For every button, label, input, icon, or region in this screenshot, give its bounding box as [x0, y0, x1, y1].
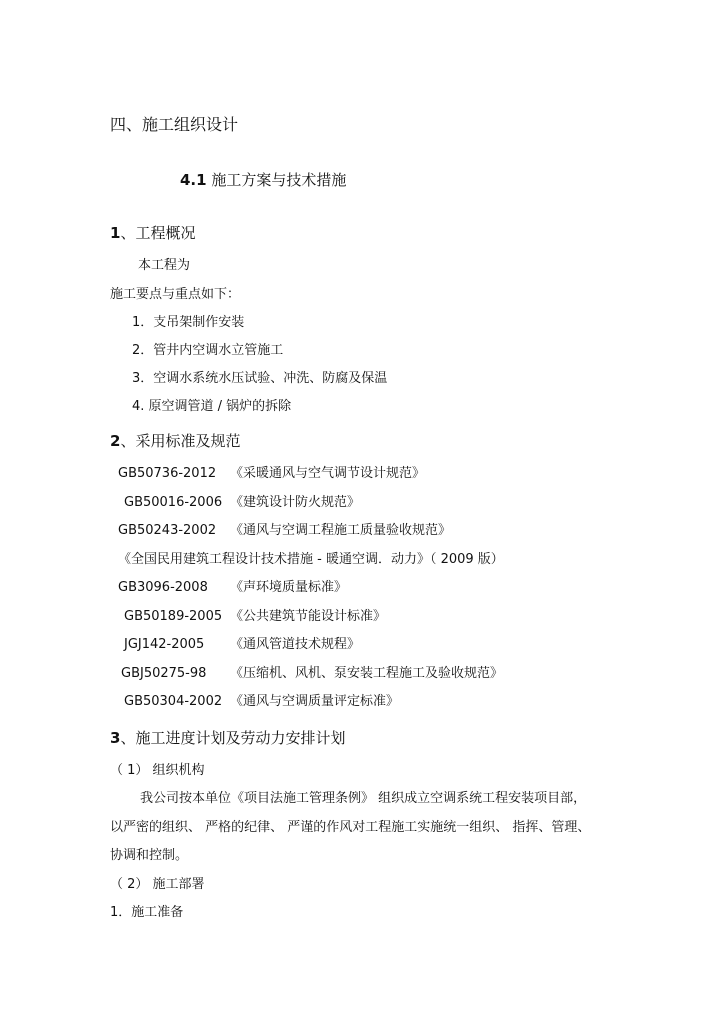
point-item: 4. 原空调管道 / 锅炉的拆除 [132, 399, 292, 414]
standard-row [118, 580, 347, 596]
standard-row [124, 694, 399, 710]
standard-name: 《采暖通风与空气调节设计规范》 [230, 466, 426, 481]
paragraph-line: 协调和控制。 [110, 848, 189, 863]
subheading-deployment: （ 2） 施工部署 [110, 877, 205, 892]
standard-code: GB50189-2005 [124, 609, 223, 624]
heading-2 [110, 431, 240, 451]
paragraph-line: 以严密的组织、 严格的纪律、 严谨的作风对工程施工实施统一组织、 指挥、管理、 [110, 820, 591, 835]
standard-code: GB50736-2012 [118, 466, 217, 481]
heading-1-number: 1 [110, 224, 121, 242]
standard-code: GB50304-2002 [124, 694, 223, 709]
standard-name: 《通风与空调工程施工质量验收规范》 [230, 523, 452, 538]
section-title: 施工方案与技术措施 [211, 171, 347, 189]
standard-code: GB3096-2008 [118, 580, 208, 595]
standard-row [124, 637, 360, 653]
standard-name: 《压缩机、风机、泵安装工程施工及验收规范》 [230, 666, 504, 681]
heading-2-title: 、采用标准及规范 [120, 432, 241, 450]
standard-code: JGJ142-2005 [124, 637, 205, 652]
point-item: 2．管井内空调水立管施工 [132, 343, 284, 358]
heading-1-title: 、工程概况 [120, 224, 196, 242]
heading-3 [110, 728, 345, 748]
points-lead: 施工要点与重点如下： [110, 287, 241, 302]
standard-code: GBJ50275-98 [121, 666, 207, 681]
standard-row [121, 666, 503, 682]
standard-name: 《通风与空调质量评定标准》 [230, 694, 400, 709]
heading-3-title: 、施工进度计划及劳动力安排计划 [120, 729, 346, 747]
list-item-preparation: 1．施工准备 [110, 905, 184, 920]
standard-name: 《声环境质量标准》 [230, 580, 348, 595]
section-heading [180, 170, 346, 190]
point-item: 1．支吊架制作安装 [132, 315, 245, 330]
project-intro: 本工程为 [138, 258, 191, 273]
standard-name: 《通风管道技术规程》 [230, 637, 361, 652]
standard-row [118, 552, 504, 568]
standard-code: GB50016-2006 [124, 495, 223, 510]
point-item: 3．空调水系统水压试验、冲洗、防腐及保温 [132, 371, 388, 386]
standard-row [124, 609, 386, 625]
heading-3-number: 3 [110, 729, 121, 747]
heading-1 [110, 223, 195, 243]
standard-row [118, 466, 425, 482]
standard-row [118, 523, 451, 539]
chapter-title: 四、施工组织设计 [110, 115, 239, 134]
paragraph-line: 我公司按本单位《项目法施工管理条例》 组织成立空调系统工程安装项目部， [140, 791, 587, 806]
standard-name: 《全国民用建筑工程设计技术措施 - 暖通空调．动力》（ 2009 版） [118, 552, 504, 567]
heading-2-number: 2 [110, 432, 121, 450]
standard-name: 《建筑设计防火规范》 [230, 495, 361, 510]
standard-row [124, 495, 360, 511]
standard-code: GB50243-2002 [118, 523, 217, 538]
subheading-organization: （ 1） 组织机构 [110, 763, 205, 778]
section-number: 4.1 [180, 171, 207, 189]
standard-name: 《公共建筑节能设计标准》 [230, 609, 387, 624]
